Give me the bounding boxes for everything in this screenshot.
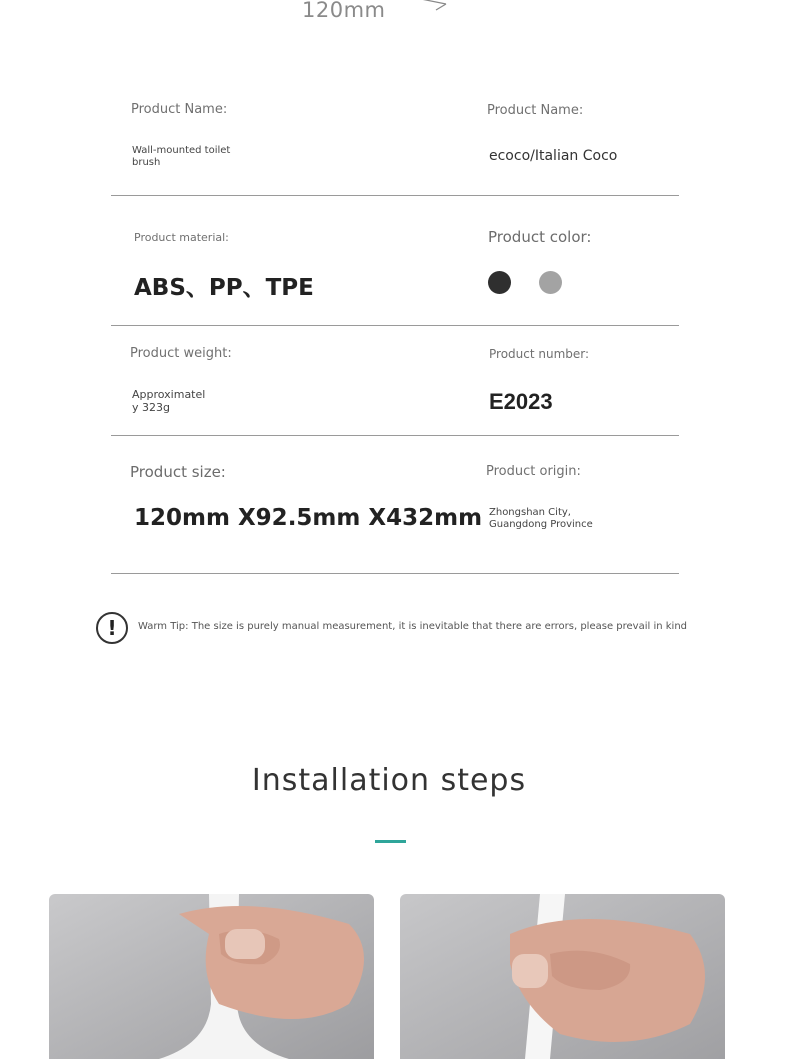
brand-value: ecoco/Italian Coco — [489, 148, 618, 164]
product-name-label: Product Name: — [131, 102, 228, 117]
dimension-label: 120mm — [302, 0, 386, 22]
product-origin-value-line2: Guangdong Province — [489, 519, 593, 530]
product-weight-value-line2: y 323g — [132, 401, 170, 414]
installation-photo-step-1 — [49, 894, 374, 1059]
title-accent-bar — [375, 840, 406, 843]
product-size-value: 120mm X92.5mm X432mm — [134, 505, 483, 531]
product-weight-label: Product weight: — [130, 346, 232, 361]
divider — [111, 325, 679, 326]
color-swatch-gray — [539, 271, 562, 294]
section-title: Installation steps — [251, 763, 527, 798]
product-name-label-right: Product Name: — [487, 103, 584, 118]
divider — [111, 573, 679, 574]
exclamation-icon: ! — [96, 612, 128, 644]
product-size-label: Product size: — [130, 463, 226, 481]
divider — [111, 195, 679, 196]
product-material-label: Product material: — [134, 231, 229, 244]
dimension-arrow-icon — [414, 0, 454, 12]
product-origin-value-line1: Zhongshan City, — [489, 507, 571, 518]
product-number-value: E2023 — [489, 389, 553, 414]
product-material-value: ABS、PP、TPE — [134, 275, 314, 301]
product-origin-label: Product origin: — [486, 464, 581, 479]
product-color-label: Product color: — [488, 228, 592, 246]
product-number-label: Product number: — [489, 347, 590, 361]
product-name-value: Wall-mounted toilet brush — [132, 145, 231, 168]
warm-tip-text: Warm Tip: The size is purely manual measurement, it is inevitable that there are errors, please prevail in kind — [138, 621, 688, 632]
divider — [111, 435, 679, 436]
installation-photo-step-2 — [400, 894, 725, 1059]
product-weight-value-line1: Approximatel — [132, 388, 206, 401]
color-swatch-dark — [488, 271, 511, 294]
